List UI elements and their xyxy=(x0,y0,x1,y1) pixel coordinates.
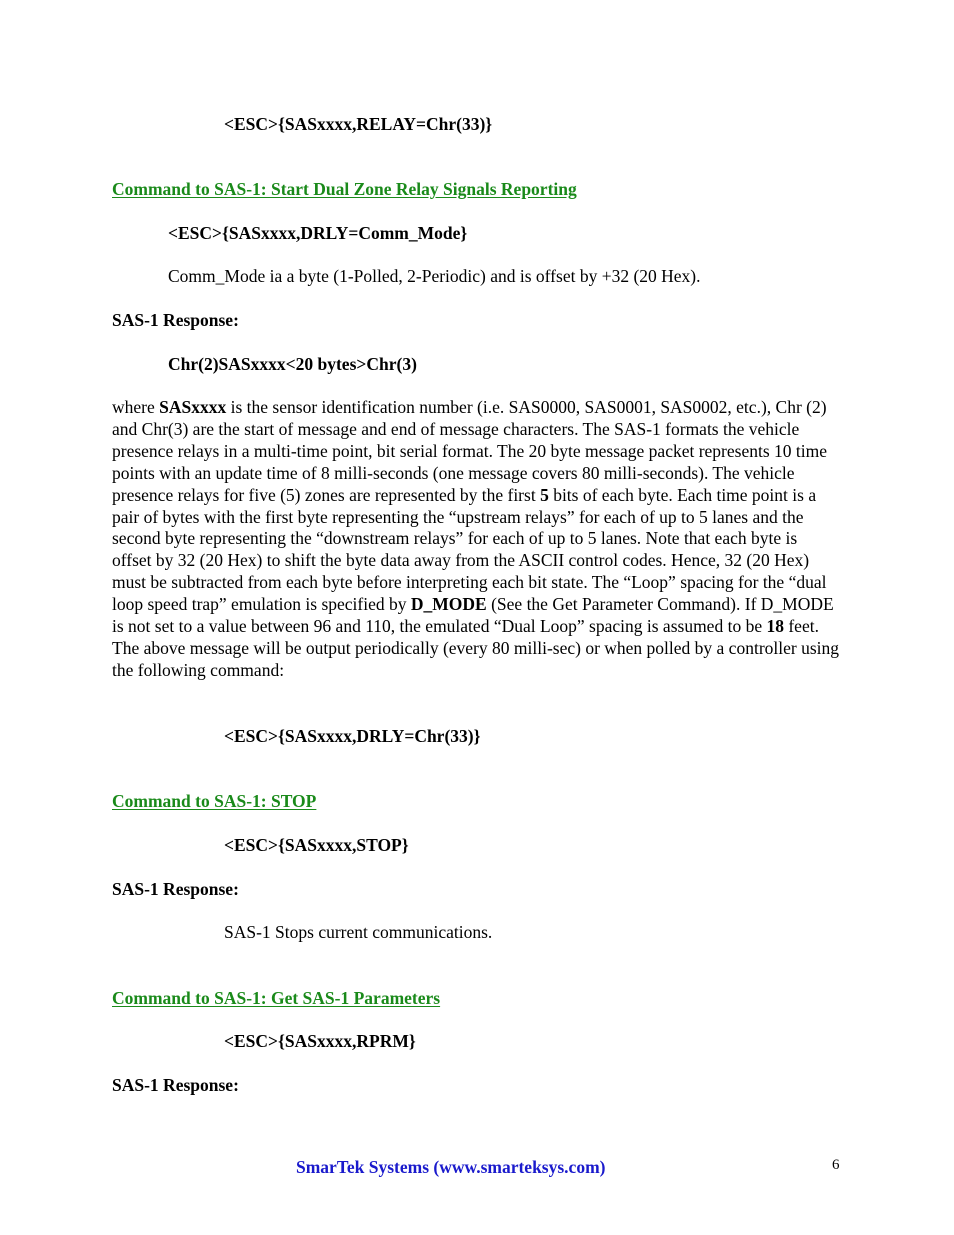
stop-command: <ESC>{SASxxxx,STOP} xyxy=(224,835,409,855)
para-bold-dmode: D_MODE xyxy=(410,594,487,615)
comm-mode-note: Comm_Mode ia a byte (1-Polled, 2-Periodic) and is offset by +32 (20 Hex). xyxy=(168,266,701,286)
para-text-1: where xyxy=(112,397,160,417)
rprm-command: <ESC>{SASxxxx,RPRM} xyxy=(224,1031,416,1051)
drly-poll-command: <ESC>{SASxxxx,DRLY=Chr(33)} xyxy=(224,726,481,746)
page-number: 6 xyxy=(832,1157,840,1173)
para-text-2: is the sensor identification number (i.e. SAS0000, SAS0001, SAS0002, etc.), Chr (2) and Chr(3) are the start of message and end of message characters. The SAS-1 formats the vehicle presence relays in a multi-time point, bit serial format. The 20 byte message packet represents 10 time points with an update time of 8 milli-seconds (one message covers 80 milli-seconds). The vehicle presence relays for five (5) zones are represented by the first xyxy=(112,397,828,505)
stop-response-text: SAS-1 Stops current communications. xyxy=(224,922,493,942)
para-text-3: bits of each byte. Each time point is a pair of bytes with the first byte representing the “upstream relays” for each of up to 5 lanes and the second byte representing the “downstream relays” for each of up to 5 lanes. Note that each byte is offset by 32 (20 Hex) to shift the byte data away from the ASCII control codes. Hence, 32 (20 Hex) must be subtracted from each byte before interpreting each bit state. The “Loop” spacing for the “dual loop speed trap” emulation is specified by xyxy=(112,484,827,615)
para-text-5: feet. The above message will be output periodically (every 80 milli-sec) or when polled by a controller using the following command: xyxy=(112,616,840,680)
drly-description-paragraph xyxy=(112,397,840,682)
para-bold-5: 5 xyxy=(540,484,549,505)
para-bold-sasxxxx: SASxxxx xyxy=(159,397,227,417)
para-text-4: (See the Get Parameter Command). If D_MODE is not set to a value between 96 and 110, the emulated “Dual Loop” spacing is assumed to be xyxy=(112,594,834,637)
heading-drly: Command to SAS-1: Start Dual Zone Relay Signals Reporting xyxy=(112,179,577,199)
drly-response-label: SAS-1 Response: xyxy=(112,310,239,330)
stop-response-label: SAS-1 Response: xyxy=(112,879,239,899)
drly-command: <ESC>{SASxxxx,DRLY=Comm_Mode} xyxy=(168,223,468,243)
footer-company: SmarTek Systems (www.smarteksys.com) xyxy=(296,1157,606,1177)
heading-get-parameters: Command to SAS-1: Get SAS-1 Parameters xyxy=(112,988,441,1008)
heading-stop: Command to SAS-1: STOP xyxy=(112,791,317,811)
para-bold-18: 18 xyxy=(766,616,784,637)
drly-response-format: Chr(2)SASxxxx<20 bytes>Chr(3) xyxy=(168,354,417,374)
params-response-label: SAS-1 Response: xyxy=(112,1075,239,1095)
relay-command: <ESC>{SASxxxx,RELAY=Chr(33)} xyxy=(224,114,493,134)
